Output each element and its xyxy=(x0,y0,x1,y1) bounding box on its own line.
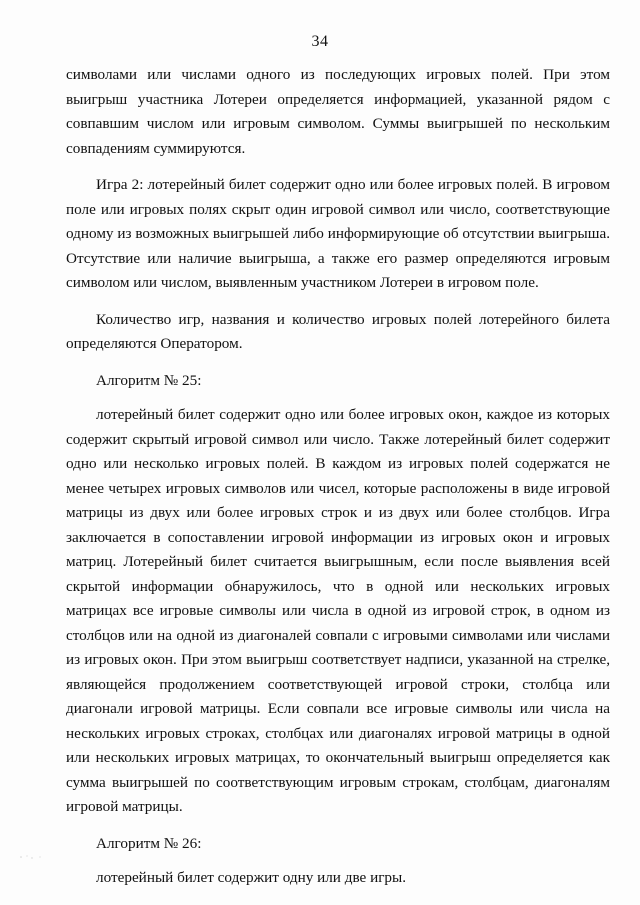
scan-artifact xyxy=(18,853,44,861)
document-body xyxy=(66,63,610,903)
algorithm-26-heading: Алгоритм № 26: xyxy=(96,834,202,852)
algorithm-25-text: лотерейный билет содержит одно или более игровых окон, каждое из которых содержит скрытый игровой символ или число. Также лотерейный билет содержит одно или несколько игровых полей. В каждом из игровых полей содержатся не менее четырех игровых символов или чисел, которые расположены в виде игровой матрицы из двух или более игровых строк и из двух или более столбцов. Игра заключается в сопоставлении игровой информации из игровых окон и игровых матриц. Лотерейный билет считается выигрышным, если после выявления всей скрытой информации обнаружилось, что в одной или нескольких игровых матрицах все игровые символы или числа в одной из игровой строк, в одном из столбцов или на одной из диагоналей совпали с игровыми символами или числами из игровых окон. При этом выигрыш соответствует надписи, указанной на стрелке, являющейся продолжением соответствующей игровой строки, столбца или диагонали игровой матрицы. Если совпали все игровые символы или числа на нескольких игровых строках, столбцах или диагоналях игровой матрицы в одной или нескольких игровых матрицах, то окончательный выигрыш определяется как сумма выигрышей по соответствующим игровым строкам, столбцам, диагоналям игровой матрицы. xyxy=(66,406,610,815)
paragraph-game-2: Игра 2: лотерейный билет содержит одно или более игровых полей. В игровом поле или игровых полях скрыт один игровой символ или число, соответствующие одному из возможных выигрышей либо информирующие об отсутствии выигрыша. Отсутствие или наличие выигрыша, а также его размер определяются игровым символом или числом, выявленным участником Лотереи в игровом поле. xyxy=(66,176,610,291)
paragraph-continuation: символами или числами одного из последующих игровых полей. При этом выигрыш участника Лотереи определяется информацией, указанной рядом с совпавшим числом или игровым символом. Суммы выигрышей по нескольким совпадениям суммируются. xyxy=(66,66,610,157)
algorithm-25-heading: Алгоритм № 25: xyxy=(96,371,202,389)
page-number: 34 xyxy=(311,33,329,50)
algorithm-26-text: лотерейный билет содержит одну или две игры. xyxy=(96,869,407,886)
paragraph-operator: Количество игр, названия и количество игровых полей лотерейного билета определяются Оператором. xyxy=(66,310,610,352)
